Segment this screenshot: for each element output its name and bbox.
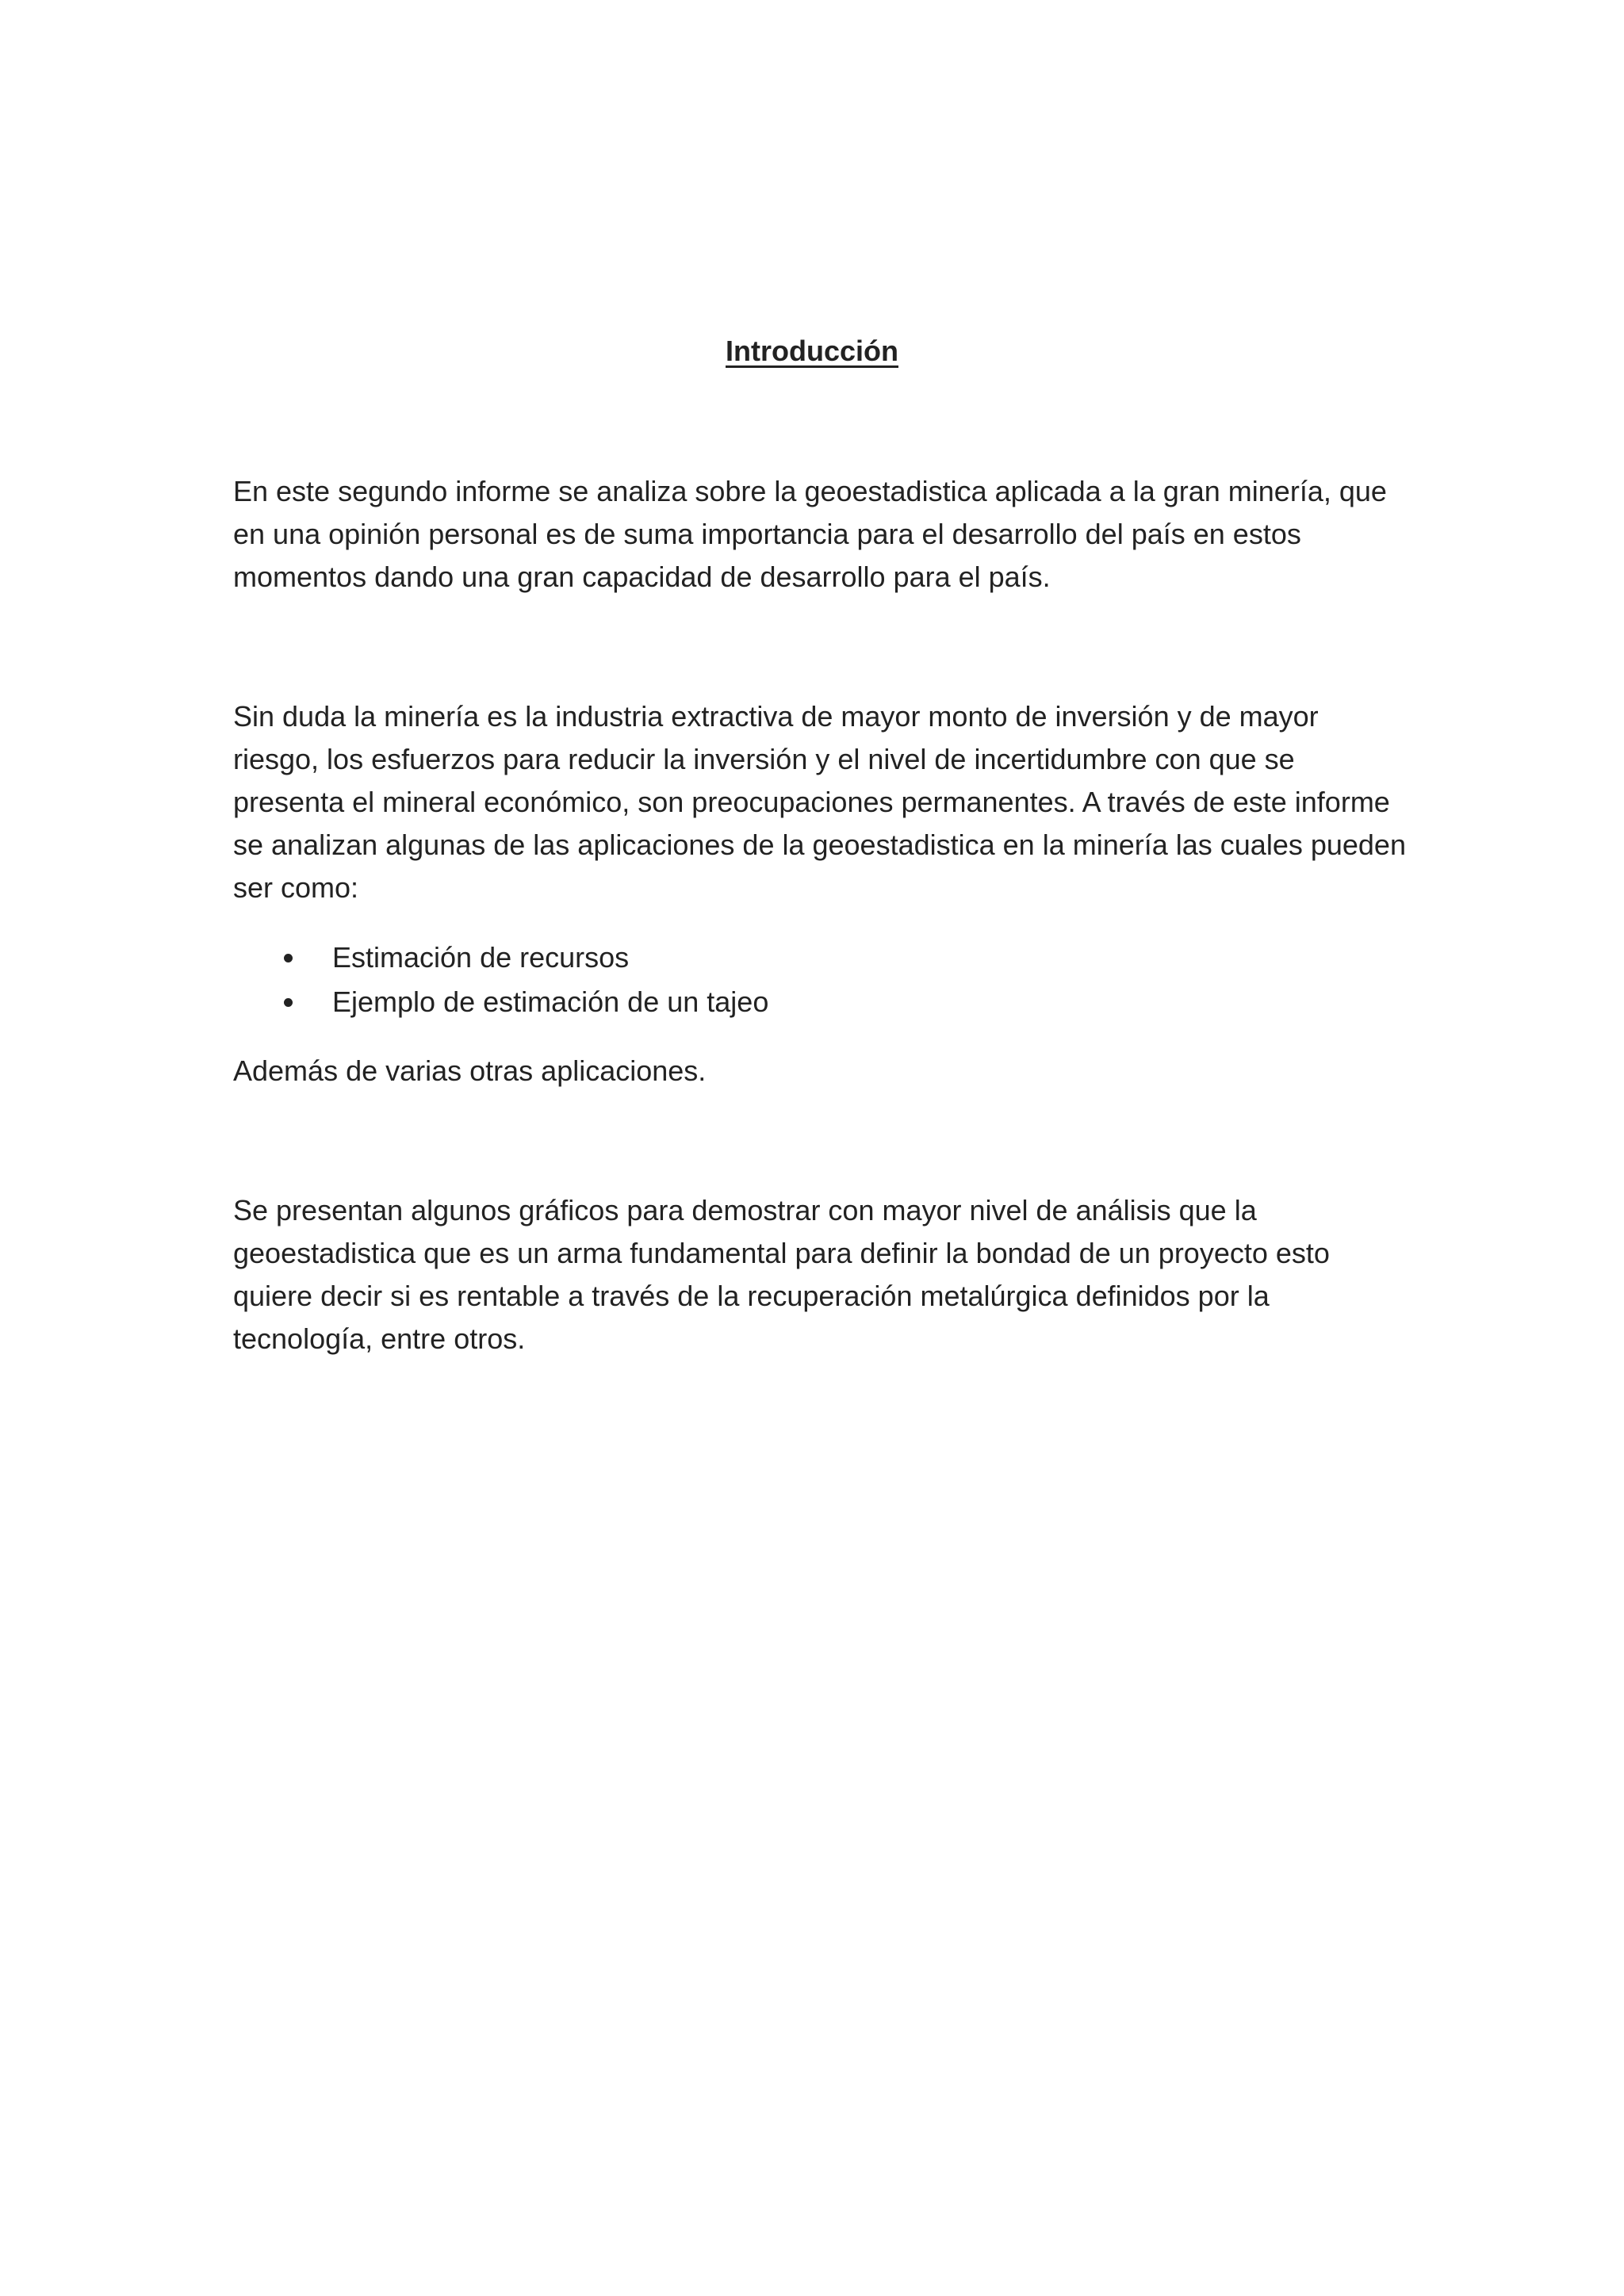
list-item [233, 936, 1407, 980]
list-item-text: Estimación de recursos [332, 941, 630, 974]
list-item [233, 980, 1407, 1024]
list-item-text: Ejemplo de estimación de un tajeo [332, 985, 769, 1018]
page-title: Introducción [726, 335, 898, 367]
graphics-paragraph: Se presentan algunos gráficos para demostrar con mayor nivel de análisis que la geoestadistica que es un arma fundamental para definir la bondad de un proyecto esto quiere decir si es rentable a través de la recuperación metalúrgica definidos por la tecnología, entre otros. [233, 1194, 1330, 1355]
bullet-icon [284, 954, 293, 962]
applications-list [233, 936, 1407, 1024]
bullet-icon [284, 998, 293, 1007]
other-applications-paragraph: Además de varias otras aplicaciones. [233, 1054, 707, 1087]
intro-paragraph: En este segundo informe se analiza sobre la geoestadistica aplicada a la gran minería, que en una opinión personal es de suma importancia para el desarrollo del país en estos momentos dando una gran capacidad de desarrollo para el país. [233, 475, 1387, 593]
mining-paragraph: Sin duda la minería es la industria extractiva de mayor monto de inversión y de mayor riesgo, los esfuerzos para reducir la inversión y el nivel de incertidumbre con que se presenta el mineral económico, son preocupaciones permanentes. A través de este informe se analizan algunas de las aplicaciones de la geoestadistica en la minería las cuales pueden ser como: [233, 700, 1406, 904]
